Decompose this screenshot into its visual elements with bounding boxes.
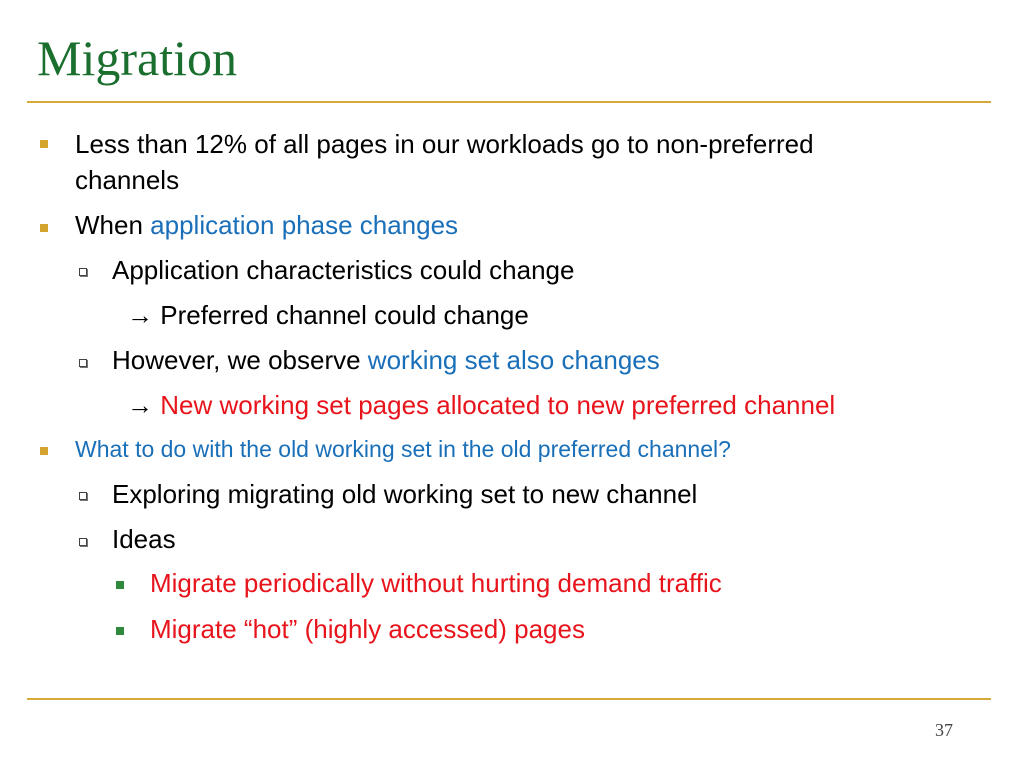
sub-bullet-1-arrow-line	[127, 297, 529, 333]
green-square-bullet-icon	[116, 581, 124, 589]
sub-bullet-2-arrow-text: New working set pages allocated to new preferred channel	[160, 390, 836, 420]
tertiary-bullet-1: Migrate periodically without hurting demand traffic	[150, 568, 722, 598]
sub-bullet-2	[112, 342, 660, 378]
bullet-square-icon	[40, 447, 48, 455]
bullet-2-highlight: application phase changes	[150, 210, 459, 240]
bullet-square-icon	[40, 224, 48, 232]
checkbox-bullet-icon	[79, 359, 87, 367]
sub-bullet-2-prefix: However, we observe	[112, 345, 368, 375]
bullet-3: What to do with the old working set in the old preferred channel?	[75, 436, 731, 462]
sub-bullet-2-highlight: working set also changes	[367, 345, 660, 375]
checkbox-bullet-icon	[79, 492, 87, 500]
sub-bullet-3: Exploring migrating old working set to new channel	[112, 479, 698, 509]
sub-bullet-1-arrow-text: Preferred channel could change	[160, 300, 529, 330]
sub-bullet-2-arrow-line	[127, 387, 835, 423]
bullet-2	[75, 207, 458, 243]
green-square-bullet-icon	[116, 627, 124, 635]
right-arrow-icon: →	[127, 300, 153, 330]
sub-bullet-1: Application characteristics could change	[112, 255, 575, 285]
checkbox-bullet-icon	[79, 268, 87, 276]
page-number: 37	[935, 720, 953, 740]
right-arrow-icon: →	[127, 390, 153, 420]
bullet-1-line-1: Less than 12% of all pages in our workloads go to non-preferred	[75, 129, 814, 159]
bullet-square-icon	[40, 140, 48, 148]
tertiary-bullet-2: Migrate “hot” (highly accessed) pages	[150, 614, 585, 644]
bullet-1-line-2: channels	[75, 165, 180, 195]
sub-bullet-4: Ideas	[112, 524, 176, 554]
bullet-2-prefix: When	[75, 210, 151, 240]
checkbox-bullet-icon	[79, 538, 87, 546]
slide-title: Migration	[37, 30, 237, 86]
footer-divider	[27, 698, 991, 700]
